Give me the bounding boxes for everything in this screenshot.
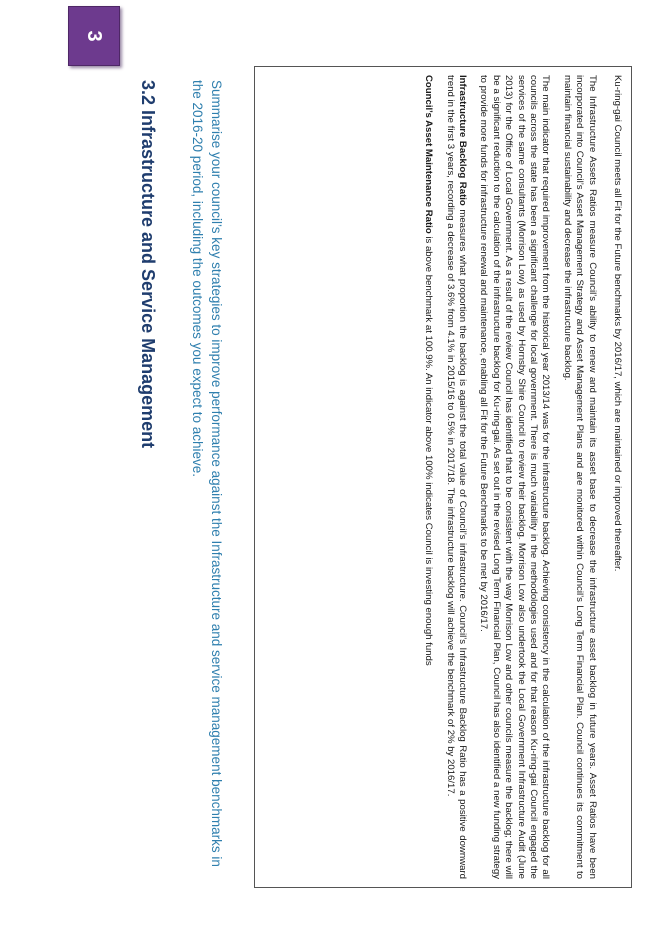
assets-ratios-paragraph: The Infrastructure Assets Ratios measure Council’s ability to renew and maintain its asset base to decrease the infrastructure asset backlog in future years. Asset Ratios have been incorporated into Council’s Asset Management Strategy and Asset Management Plans and are monitored within Council’s Long Term Financial Plan. Council continues its commitment to maintain financial sustainability and decrease the infrastructure backlog.	[561, 75, 598, 879]
intro-paragraph: Ku-ring-gai Council meets all Fit for the Future benchmarks by 2016/17, which are maintained or improved thereafter.	[612, 75, 623, 572]
section-heading: 3.2 Infrastructure and Service Management	[138, 80, 158, 449]
rotated-page	[106, 60, 636, 890]
maintenance-ratio-text: is above benchmark at 100.9%. An indicator above 100% indicates Council is investing enough funds	[423, 233, 435, 666]
maintenance-ratio-paragraph	[422, 75, 434, 879]
maintenance-ratio-label: Council’s Asset Maintenance Ratio	[423, 75, 435, 234]
response-box	[254, 66, 632, 888]
backlog-ratio-paragraph	[443, 75, 468, 879]
section-number: 3	[83, 30, 105, 42]
backlog-ratio-text: measures what proportion the backlog is against the total value of Council’s infrastructure. Council’s Infrastructure Backlog Ratio has a positive downward trend in the first 3 years, recording a decrease of 3.6% from 4.1% in 2015/16 to 0.5% in 2017/18. The infrastructure backlog will achieve the benchmark of 2% by 2016/17.	[444, 75, 468, 879]
backlog-ratio-label: Infrastructure Backlog Ratio	[456, 75, 468, 206]
backlog-indicator-paragraph: The main indicator that required improvement from the historical year 2013/14 was for the infrastructure backlog. Achieving consistency in the calculation of the infrastructure backlog for all councils across the state has been a significant challenge for local government. There is much variability in the methodologies used and for that reason Ku-ring-gai Council engaged the services of the same consultants (Morrison Low) as used by Hornsby Shire Council to review their backlog. Morrison Low also undertook the Local Government Infrastructure Audit (June 2013) for the Office of Local Government. As a result of the review Council has identified that to be consistent with the way Morrison Low and other councils measure the backlog; there will be a significant reduction to the calculation of the infrastructure backlog for Ku-ring-gai. As set out in the revised Long Term Financial Plan, Council has also identified a new funding strategy to provide more funds for infrastructure renewal and maintenance, enabling all Fit for the Future Benchmarks to be met by 2016/17.	[478, 75, 552, 879]
instructions-text: Summarise your council’s key strategies to improve performance against the Infrastructure and service management benchmarks in the 2016-20 period, including the outcomes you expect to achieve.	[190, 80, 224, 867]
section-tab	[68, 6, 120, 66]
